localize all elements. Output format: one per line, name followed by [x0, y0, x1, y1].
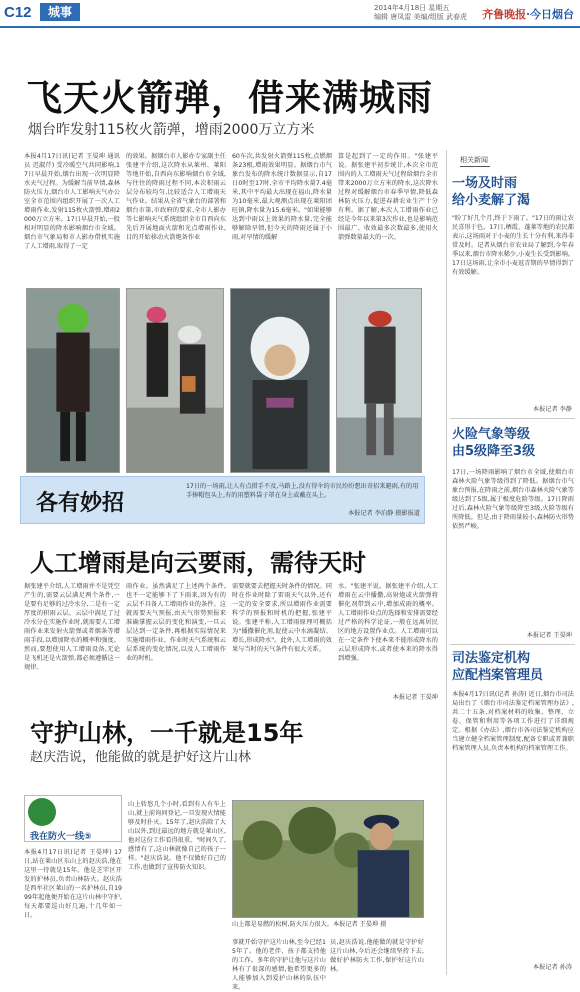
photo-forest-ranger [232, 800, 424, 918]
newspaper-brand [482, 6, 574, 22]
second-story-col3: 需要就要去把握天时条件的情况。同时在作业时除了雷雨天气以外,还有一定的安全要求,所以增雨作业需要科学的预报和时机的把握,张建平说。张建平称,人工增雨原理可概括为"播撒催化剂,促使云中水滴凝结、增长,形成降水"。此外,人工增雨的效果与当时的天气条件有很大关系。 [232, 583, 332, 653]
photo-elderly-woman-bag [230, 288, 330, 473]
second-story-col2: 雨作业。虽然满足了上述两个条件,也不一定能够下了下雨来,因为有的云层不具备人工增雨作业的条件。这就需要天气预报,由天气形势预报来准确掌握云层的变化和演变,一旦云层达到一定条件,再根据实际情况来实施增雨作业。作业时天气系统和云层系统的变化情况,以及人工增雨作业的时机。 [126, 583, 226, 662]
third-story-col2: 山上转悠几个小时,看到有人有车上山,就上前询问登记,一旦发现火情能够及时扑灭。15年了,赵庆浩除了大山以外,到过最远的地方就是莱山区,他对这份工作看得很重。"时间久了,感情有了,这山林就像自己的孩子一样。"赵庆浩说。他不仅做好自己的工作,也做到了宣传防火知识。 [128, 801, 226, 871]
sidebar-rule-1 [450, 418, 575, 419]
brand-main: 齐鲁晚报 [482, 8, 527, 21]
series-badge-text: 我在防火一线⑤ [30, 832, 92, 842]
main-story-col4: 算是起到了一定的作用。"张建平说。据张建平初步统计,本次全市范围内的人工增雨天气过程给烟台全市带来2000万立方米的降水,这次降水过程对缓解烟台市春季旱情,降低森林防火压力,促进春耕农业生产十分有利。据了解,本次人工增雨作业已经是今年以来第3次作业,也是影响范围最广、收效最多次数最多,使用火箭弹数量最大的一次。 [338, 153, 438, 241]
fire-prevention-icon [28, 798, 56, 826]
sidebar-tag: 相关新闻 [460, 155, 490, 167]
main-story-col3: 60车次,共发射火箭弹115枚,点燃烟条23根,增雨效果明显。据烟台市气象台发布的降水统计数据显示,自17日0时至17时,全市平均降水量7.4毫米,其中平均最大出现在福山,降水量为10毫米,最大观测点出现在莱阳团旺镇,降水量为15.6毫米。"如果能够达到中雨以上效果的降水量,完全能够解除旱情,但今天的降雨还属于小雨,对旱情的缓解 [232, 153, 332, 241]
section-label: 城事 [40, 3, 80, 21]
photo-man-red-cap [336, 288, 422, 473]
third-subheadline: 赵庆浩说，他能做的就是护好这片山林 [30, 750, 252, 765]
issue-date: 2014年4月18日 星期五 [374, 4, 450, 12]
sidebar-text-1: "盼了好几个月,终于下雨了。"17日的雨让农民喜形于色。17日,栖霞、蓬莱等地的农民都表示,这场雨对于小麦的生长十分有利,来得非常及时。记者从烟台市农业局了解到,今年春季以来,烟台市降水稀少,小麦生长受到影响。17日这场雨,让全市小麦返青期的旱情得到了有效缓解。 [452, 215, 574, 276]
sidebar-headline-3: 司法鉴定机构 应配档案管理员 [452, 651, 544, 683]
page-number: C12 [4, 4, 32, 21]
sidebar-headline-2: 火险气象等级 由5级降至3级 [452, 427, 536, 459]
forest-photo-caption: 山上都是易燃的松树,防火压力很大。本报记者 王晏坤 摄 [232, 921, 387, 928]
photo-group-walking [126, 288, 224, 473]
third-story-col1: 本报4月17日讯(记者 王晏坤) 17日,站在莱山区东山上的赵庆浩,他在这里一待就是15年。他是芝罘区开发的护林员,负责山林防火。赵庆浩是西牟社区莱山的一名护林员,自1999年起他便开始在这片山林中守护,每天都要巡山好几遍,十几年如一日。 [24, 849, 122, 919]
photo-byline: 本报记者 李泊静 摄影报道 [348, 510, 420, 517]
sidebar-headline-1: 一场及时雨 给小麦解了渴 [452, 176, 531, 208]
sidebar-byline-1: 本报记者 李静 [532, 406, 572, 413]
second-story-col4: 水。"张建平说。据张建平介绍,人工增雨在云中播撒,高射炮或火箭弹将催化剂带到云中,增加成雨的概率。人工增雨作业点的选择和安排需要经过严格的科学论证,一般在远离居民区的地方设置作业点。人工增雨可以在一定条件下使本来不能形成降水的云层形成降水,或者使本来的降水得到增强。 [338, 583, 438, 662]
main-subheadline: 烟台昨发射115枚火箭弹，增雨2000万立方米 [28, 122, 315, 138]
second-headline: 人工增雨是向云要雨，需待天时 [30, 549, 366, 577]
photo-caption-text: 17日的一场雨,让人有点措手不及,马路上,没有得伞的市民纷纷想出奇招来避雨,有的用手捧帽包头上,有的用塑料袋子罩在身上或戴在头上。 [186, 483, 419, 499]
sidebar-byline-3: 本报记者 孙涛 [532, 964, 572, 971]
second-story-byline: 本报记者 王晏坤 [392, 694, 438, 701]
sidebar-text-2: 17日,一场降雨影响了烟台市全域,使烟台市森林火险气象等级得到了降低。据烟台市气象台预报,在降雨之前,烟台市森林火险气象等级达到了5级,属于极度危险等级。17日降雨过后,森林火险气象等级降至3级,火险等级有所降低。但是,由于降雨量较小,森林防火形势依然严峻。 [452, 469, 574, 530]
third-headline: 守护山林，一千就是15年 [30, 719, 304, 747]
second-story-col1: 据张建平介绍,人工增雨并不是凭空产生的,需要云层满足两个条件,一是要有足够的过冷水分,二是有一定厚度的积雨云层。云层中满足了过冷水分在实施作业时,就需要人工增雨作业来发射火箭弹或者烟条等增雨手段,以增加降水的概率和强度。然而,要想使用人工增雨设备,无论是飞机还是火箭弹,都必须遵循这一规律。 [24, 583, 120, 671]
issue-meta [374, 4, 474, 22]
main-story-col2: 的效果。据烟台市人影办专家副主任张建平介绍,这次降水从莱州、莱阳等地开始,自西向东影响烟台市全域,与往往的降雨过程不同,本次积雨云层分布较均匀,比较适合人工增雨天气作业。结果从全省气象台的部署和烟台市第,市政府的要求,全市人影办等七影响天气系统组织全市自西向东先后开展地面火箭和光点增雨作业,目的开始移动火箭炮备作业 [126, 153, 226, 241]
header-rule [0, 26, 580, 28]
sidebar-byline-2: 本报记者 王晏坤 [526, 632, 572, 639]
sidebar-text-3: 本报4月17日讯(记者 孙涛) 近日,烟台市司法局出台了《烟台市司法鉴定档案管理办法》,共二十五条,对档案材料的收集、整理、立卷、保管和利用等各项工作进行了详细规定。根据《办法》,烟台市各司法鉴定机构应当建立健全档案管理制度,配备专职或者兼职档案管理人员,负责本机构的档案管理工作。 [452, 691, 574, 752]
sidebar-rule-2 [450, 644, 575, 645]
photo-green-bag-woman [26, 288, 120, 473]
main-story-col1: 本报4月17日讯(记者 王晏坤 通讯员 迟淑芹) 受冷暖空气共同影响,17日早晨开始,烟台出现一次明显降水天气过程。为缓解当前旱情,森林防火压力,烟台市人工影响天气办公室全市范围内组织开展了一次人工增雨作业,发射115枚火箭弹,增雨2000万立方米。17日早晨开始,一股相对明显的降水影响烟台市全域。烟台市气象局和市人影办借机实施了人工增雨,取得了一定 [24, 153, 120, 250]
photo-caption-title: 各有妙招 [36, 491, 125, 516]
editor-credits: 编辑 唐凤雷 美编/组版 武春虎 [374, 13, 468, 21]
third-story-col4: 员,赵庆浩说,他能做的就是守护好这片山林,今后还会继续坚持下去,做好护林防火工作,保护好这片山林。 [330, 939, 424, 973]
third-story-col3: 事就开始守护这片山林,至今已经15年了。他的老伴、孩子都支持他的工作。多年的守护让他与这片山林有了很深的感情,他希望更多的人能够加入到爱护山林的队伍中来。 [232, 939, 326, 991]
sidebar-divider [446, 150, 447, 975]
brand-sub: ·今日烟台 [526, 8, 574, 21]
page-header [0, 0, 580, 26]
main-headline: 飞天火箭弹，借来满城雨 [26, 78, 434, 119]
